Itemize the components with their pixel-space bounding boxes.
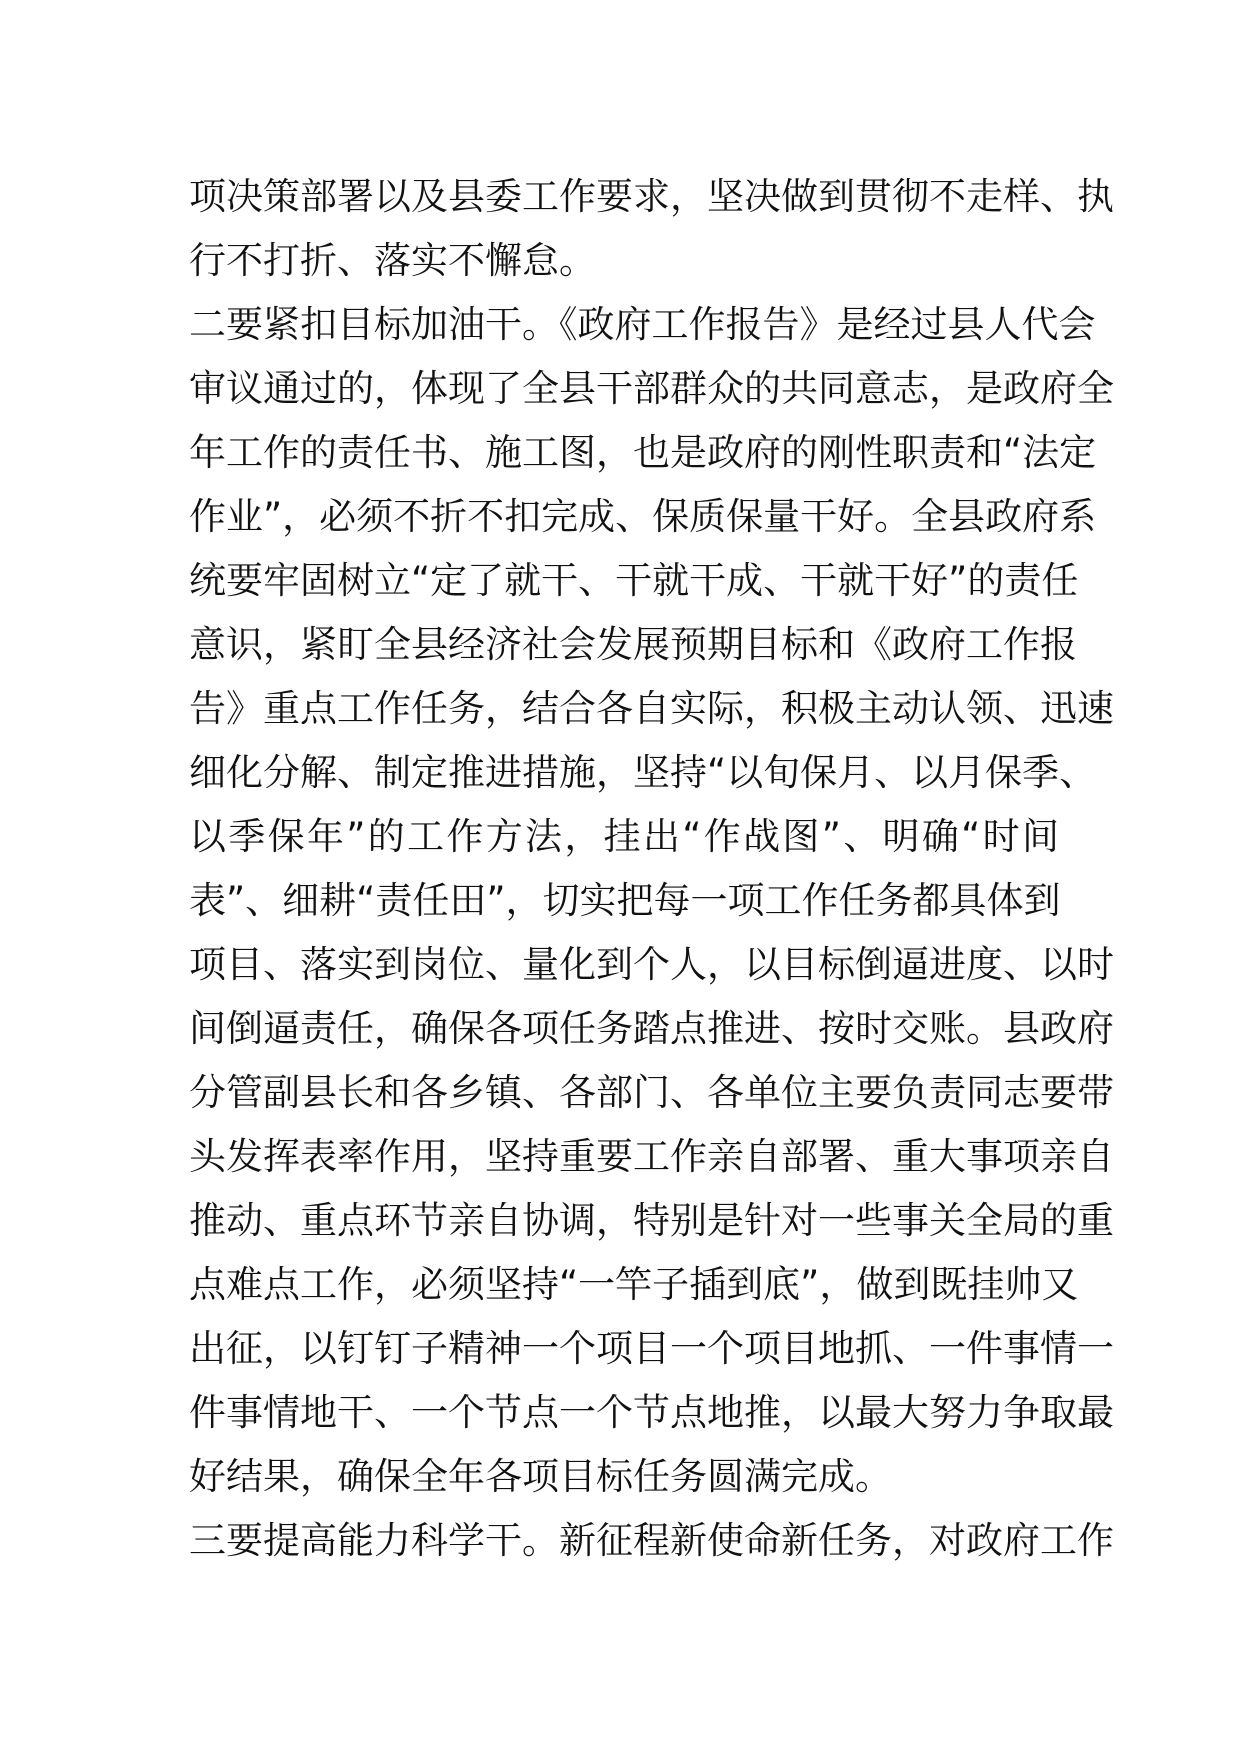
text-line: 告》重点工作任务，结合各自实际，积极主动认领、迅速 — [189, 687, 1114, 730]
text-line: 件事情地干、一个节点一个节点地推，以最大努力争取最 — [189, 1391, 1114, 1434]
text-line: 以季保年”的工作方法，挂出“作战图”、明确“时间 — [189, 815, 1059, 858]
paragraph-start-line: 二要紧扣目标加油干。《政府工作报告》是经过县人代会 — [189, 303, 1096, 346]
text-line: 表”、细耕“责任田”，切实把每一项工作任务都具体到 — [189, 879, 1061, 922]
text-line: 作业”，必须不折不扣完成、保质保量干好。全县政府系 — [189, 495, 1097, 538]
text-line: 细化分解、制定推进措施，坚持“以旬保月、以月保季、 — [189, 751, 1097, 794]
text-line: 统要牢固树立“定了就干、干就干成、干就干好”的责任 — [189, 559, 1079, 602]
text-line: 意识，紧盯全县经济社会发展预期目标和《政府工作报 — [189, 623, 1077, 666]
text-line: 好结果，确保全年各项目标任务圆满完成。 — [189, 1455, 892, 1498]
paragraph-start-line: 三要提高能力科学干。新征程新使命新任务，对政府工作 — [189, 1519, 1114, 1562]
text-line: 间倒逼责任，确保各项任务踏点推进、按时交账。县政府 — [189, 1007, 1114, 1050]
text-line: 项目、落实到岗位、量化到个人，以目标倒逼进度、以时 — [189, 943, 1114, 986]
text-line: 点难点工作，必须坚持“一竿子插到底”，做到既挂帅又 — [189, 1263, 1079, 1306]
document-body — [189, 165, 1114, 1573]
text-line: 出征，以钉钉子精神一个项目一个项目地抓、一件事情一 — [189, 1327, 1114, 1370]
text-line: 分管副县长和各乡镇、各部门、各单位主要负责同志要带 — [189, 1071, 1114, 1114]
text-line: 头发挥表率作用，坚持重要工作亲自部署、重大事项亲自 — [189, 1135, 1114, 1178]
text-line: 推动、重点环节亲自协调，特别是针对一些事关全局的重 — [189, 1199, 1114, 1242]
text-line: 行不打折、落实不懈怠。 — [189, 239, 596, 282]
text-line: 年工作的责任书、施工图，也是政府的刚性职责和“法定 — [189, 431, 1097, 474]
text-line: 审议通过的，体现了全县干部群众的共同意志，是政府全 — [189, 367, 1114, 410]
text-line: 项决策部署以及县委工作要求，坚决做到贯彻不走样、执 — [189, 175, 1114, 218]
